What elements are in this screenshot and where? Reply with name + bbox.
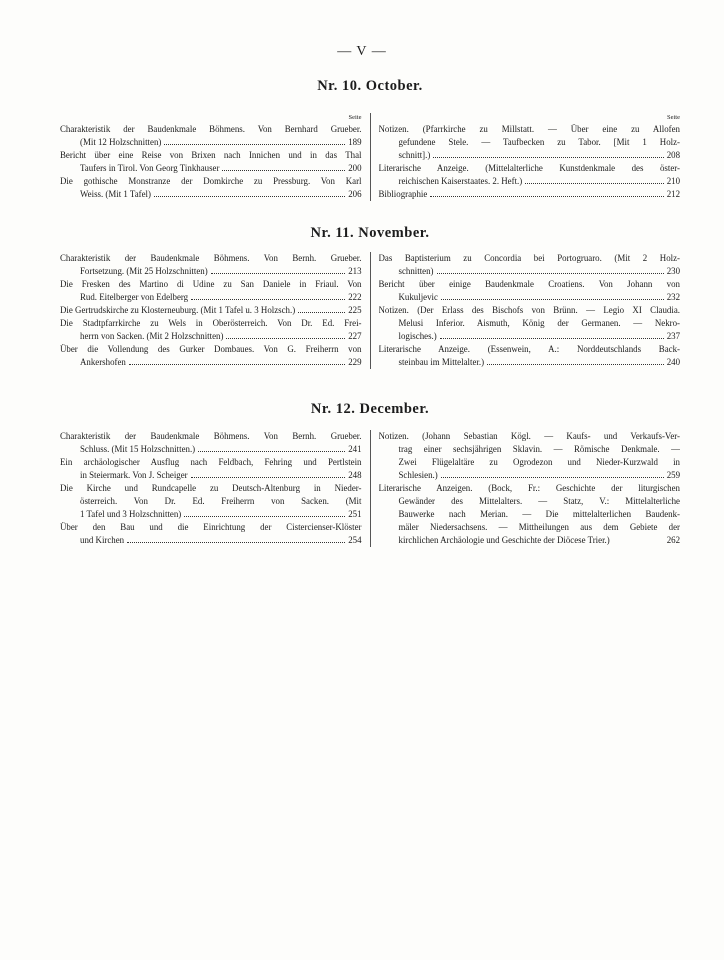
- dot-leader: [164, 143, 345, 145]
- toc-entry: [379, 162, 681, 188]
- toc-entry: [60, 149, 362, 175]
- entry-last-line: [379, 149, 681, 162]
- entry-text-line: Notizen. (Johann Sebastian Kögl. — Kaufs- und Verkaufs-Ver-: [378, 431, 680, 441]
- page-ref: 206: [348, 189, 362, 199]
- toc-entry: [379, 430, 681, 482]
- dot-leader: [226, 337, 345, 339]
- entry-last-line: [379, 265, 681, 278]
- dot-leader: [222, 169, 345, 171]
- page-ref: 208: [666, 150, 680, 160]
- toc-entry: [379, 123, 681, 162]
- toc-entry: [60, 123, 362, 149]
- page-ref: 232: [666, 292, 680, 302]
- entry-last-line: [60, 304, 362, 317]
- dot-leader: [441, 298, 664, 300]
- entry-last-line: [60, 162, 362, 175]
- entry-text: Die Gertrudskirche zu Klosterneuburg. (Mit 1 Tafel u. 3 Holzsch.): [60, 305, 296, 315]
- entry-last-line: [60, 469, 362, 482]
- entry-text: in Steiermark. Von J. Scheiger: [80, 470, 188, 480]
- dot-leader: [525, 182, 663, 184]
- entry-text: Weiss. (Mit 1 Tafel): [80, 189, 151, 199]
- page-ref: 241: [348, 444, 362, 454]
- entry-text: Rud. Eitelberger von Edelberg: [80, 292, 189, 302]
- dot-leader: [127, 541, 345, 543]
- entry-text: 1 Tafel und 3 Holzschnitten): [80, 509, 182, 519]
- entry-text-line: Bericht über einige Baudenkmale Croatiens. Von Johann von: [378, 279, 680, 289]
- entry-last-line: [379, 330, 681, 343]
- page-ref: 229: [348, 357, 362, 367]
- entry-text-line: Literarische Anzeigen. (Bock, Fr.: Geschichte der liturgischen: [378, 483, 680, 493]
- toc-entry: [60, 482, 362, 521]
- dot-leader: [211, 272, 346, 274]
- dot-leader: [129, 363, 345, 365]
- dot-leader: [298, 311, 345, 313]
- entry-last-line: [379, 534, 681, 547]
- entry-text-line: Gewänder des Mittelalters. — Statz, V.: Mittelalterliche: [398, 496, 680, 506]
- entry-text-line: Charakteristik der Baudenkmale Böhmens. Von Bernhard Grueber.: [60, 124, 362, 134]
- entry-text-line: Die Stadtpfarrkirche zu Wels in Oberösterreich. Von Dr. Ed. Frei-: [60, 318, 362, 328]
- entry-text: Bibliographie: [378, 189, 428, 199]
- left-column: [60, 430, 370, 547]
- entry-text: schnitt].): [398, 150, 431, 160]
- section-november: [60, 225, 680, 369]
- seite-label: Seite: [667, 114, 680, 121]
- entry-last-line: [60, 443, 362, 456]
- entry-text-line: Literarische Anzeige. (Essenwein, A.: Norddeutschlands Back-: [378, 344, 680, 354]
- dot-leader: [191, 476, 346, 478]
- page-ref: 200: [348, 163, 362, 173]
- entry-text-line: trag einer sechsjährigen Sklavin. — Römische Denkmale. —: [398, 444, 680, 454]
- toc-entry: [60, 304, 362, 317]
- entry-last-line: [60, 291, 362, 304]
- entry-text-line: Die gothische Monstranze der Domkirche zu Pressburg. Von Karl: [60, 176, 362, 186]
- dot-leader: [487, 363, 664, 365]
- page-ref: 248: [348, 470, 362, 480]
- dot-leader: [440, 337, 664, 339]
- entry-text: Taufers in Tirol. Von Georg Tinkhauser: [80, 163, 220, 173]
- entry-last-line: [60, 330, 362, 343]
- entry-text-line: Melusi Inferior. Aismuth, König der Germanen. — Nekro-: [398, 318, 680, 328]
- page-ref: 251: [348, 509, 362, 519]
- left-column: [60, 113, 370, 201]
- page-ref: 230: [666, 266, 680, 276]
- toc-entry: [379, 188, 681, 201]
- entry-text-line: Zwei Flügelaltäre zu Ogrodezon und Nieder-Kurzwald in: [398, 457, 680, 467]
- entry-last-line: [379, 291, 681, 304]
- section-title: Nr. 12. December.: [310, 401, 430, 417]
- entry-text: reichischen Kaiserstaates. 2. Heft.): [398, 176, 523, 186]
- entry-last-line: [379, 175, 681, 188]
- entry-last-line: [60, 356, 362, 369]
- entry-text-line: gefundene Stele. — Taufbecken zu Tabor. [Mit 1 Holz-: [398, 137, 680, 147]
- entry-text-line: Die Fresken des Martino di Udine zu San Daniele in Friaul. Von: [60, 279, 362, 289]
- page-ref: 212: [666, 189, 680, 199]
- dot-leader: [198, 450, 345, 452]
- toc-entry: [379, 252, 681, 278]
- entry-text: steinbau im Mittelalter.): [398, 357, 485, 367]
- entry-text: schnitten): [398, 266, 434, 276]
- page-ref: 189: [348, 137, 362, 147]
- entry-text: und Kirchen: [80, 535, 125, 545]
- entry-text: (Mit 12 Holzschnitten): [80, 137, 162, 147]
- toc-entry: [60, 317, 362, 343]
- dot-leader: [191, 298, 345, 300]
- toc-entry: [379, 304, 681, 343]
- toc-entry: [60, 343, 362, 369]
- entry-last-line: [379, 356, 681, 369]
- entry-text: Schlesien.): [398, 470, 438, 480]
- entry-text: kirchlichen Archäologie und Geschichte der Diöcese Trier.): [398, 535, 610, 545]
- page-ref: 210: [666, 176, 680, 186]
- toc-entry: [60, 521, 362, 547]
- entry-text-line: Bauwerke nach Merian. — Die mittelalterlichen Baudenk-: [398, 509, 680, 519]
- page-ref: 262: [666, 535, 680, 545]
- toc-entry: [379, 343, 681, 369]
- dot-leader: [154, 195, 345, 197]
- entry-text: Schluss. (Mit 15 Holzschnitten.): [80, 444, 196, 454]
- right-column: [371, 113, 681, 201]
- page-ref: 237: [666, 331, 680, 341]
- entry-text-line: Über die Vollendung des Gurker Dombaues. Von G. Freiherrn von: [60, 344, 362, 354]
- entry-text-line: österreich. Von Dr. Ed. Freiherrn von Sacken. (Mit: [80, 496, 362, 506]
- entry-last-line: [60, 534, 362, 547]
- entry-text-line: Bericht über eine Reise von Brixen nach Innichen und in das Thal: [60, 150, 362, 160]
- page-ref: 259: [666, 470, 680, 480]
- toc-entry: [379, 482, 681, 547]
- toc-entry: [60, 252, 362, 278]
- entry-last-line: [379, 469, 681, 482]
- entry-last-line: [60, 265, 362, 278]
- entry-text: logisches.): [398, 331, 437, 341]
- entry-last-line: [60, 508, 362, 521]
- dot-leader: [430, 195, 663, 197]
- page-number: — V —: [337, 44, 387, 59]
- section-october: [60, 78, 680, 201]
- section-title: Nr. 10. October.: [317, 78, 423, 94]
- page-ref: 227: [348, 331, 362, 341]
- entry-text-line: Notizen. (Der Erlass des Bischofs von Brünn. — Legio XI Claudia.: [378, 305, 680, 315]
- seite-label: Seite: [348, 114, 362, 121]
- entry-last-line: [60, 136, 362, 149]
- page-ref: 254: [348, 535, 362, 545]
- entry-text: Ankershofen: [80, 357, 126, 367]
- page-ref: 240: [666, 357, 680, 367]
- entry-text-line: Notizen. (Pfarrkirche zu Millstatt. — Über eine zu Allofen: [378, 124, 680, 134]
- dot-leader: [441, 476, 664, 478]
- entry-text-line: Literarische Anzeige. (Mittelalterliche Kunstdenkmale des öster-: [378, 163, 680, 173]
- entry-last-line: [60, 188, 362, 201]
- page-ref: 222: [348, 292, 362, 302]
- dot-leader: [184, 515, 345, 517]
- entry-text: Kukuljevic: [398, 292, 438, 302]
- right-column: [371, 430, 681, 547]
- entry-text-line: Charakteristik der Baudenkmale Böhmens. Von Bernh. Grueber.: [60, 253, 362, 263]
- entry-text: Fortsetzung. (Mit 25 Holzschnitten): [80, 266, 208, 276]
- toc-entry: [379, 278, 681, 304]
- toc-entry: [60, 456, 362, 482]
- dot-leader: [433, 156, 663, 158]
- dot-leader: [612, 542, 665, 543]
- dot-leader: [437, 272, 664, 274]
- entry-text-line: Die Kirche und Rundcapelle zu Deutsch-Altenburg in Nieder-: [60, 483, 362, 493]
- entry-text-line: Über den Bau und die Einrichtung der Cistercienser-Klöster: [60, 522, 362, 532]
- entry-text: herrn von Sacken. (Mit 2 Holzschnitten): [80, 331, 224, 341]
- section-december: [60, 401, 680, 547]
- entry-text-line: Das Baptisterium zu Concordia bei Portogruaro. (Mit 2 Holz-: [378, 253, 680, 263]
- section-title: Nr. 11. November.: [310, 225, 430, 241]
- entry-text-line: mäler Niedersachsens. — Mittheilungen aus dem Gebiete der: [398, 522, 680, 532]
- page-ref: 213: [348, 266, 362, 276]
- entry-text-line: Ein archäologischer Ausflug nach Feldbach, Fehring und Pertlstein: [60, 457, 362, 467]
- toc-entry: [60, 175, 362, 201]
- toc-entry: [60, 278, 362, 304]
- toc-entry: [60, 430, 362, 456]
- right-column: [371, 252, 681, 369]
- entry-text-line: Charakteristik der Baudenkmale Böhmens. Von Bernh. Grueber.: [60, 431, 362, 441]
- left-column: [60, 252, 370, 369]
- entry-last-line: [379, 188, 681, 201]
- page-ref: 225: [348, 305, 362, 315]
